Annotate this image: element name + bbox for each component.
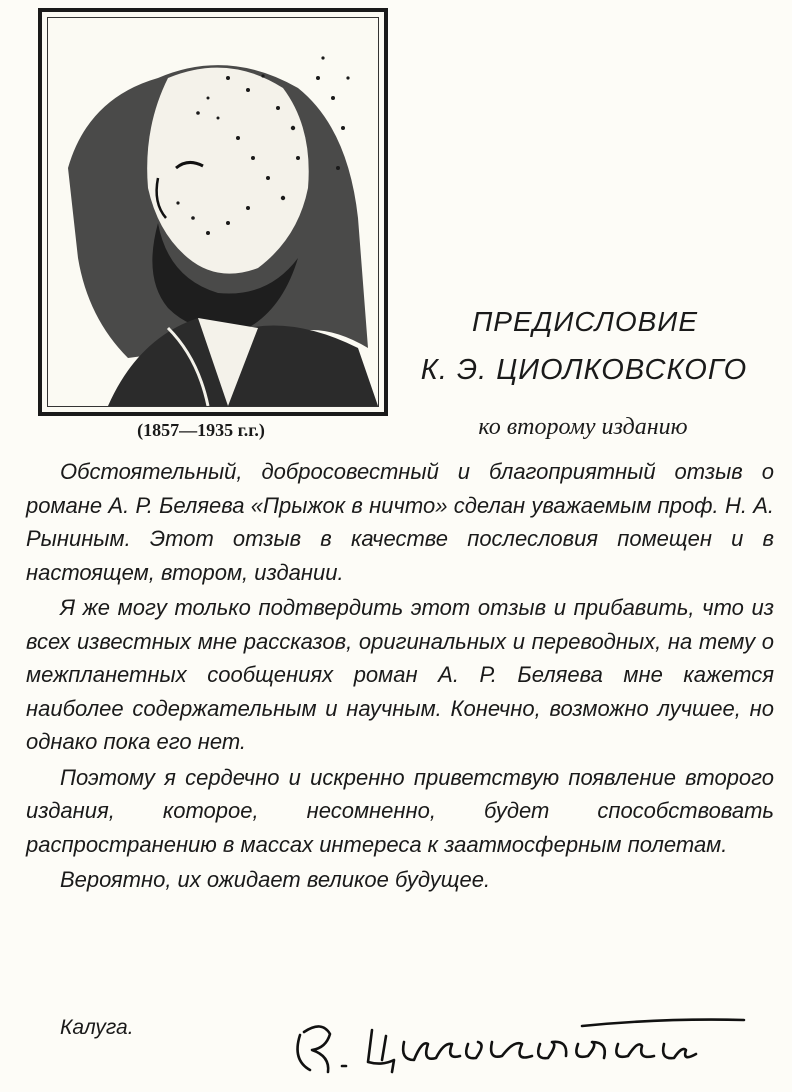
edition-subtitle: ко второму изданию xyxy=(478,414,688,440)
signature xyxy=(282,1000,752,1080)
portrait-caption: (1857—1935 г.г.) xyxy=(137,420,265,440)
author-name: К. Э. ЦИОЛКОВСКОГО xyxy=(420,354,748,386)
portrait-illustration xyxy=(48,18,378,406)
place-name: Калуга. xyxy=(60,1016,134,1039)
portrait-frame xyxy=(38,8,388,416)
paragraph: Я же могу только подтвердить этот отзыв и прибавить, что из всех известных мне рассказов, оригинальных и переводных, на тему о межпланетных сообщениях роман А. Р. Беляева мне кажется наиболее содержательным и научным. Конечно, возможно лучшее, но однако пока его нет. xyxy=(26,595,774,754)
preface-title: ПРЕДИСЛОВИЕ xyxy=(471,306,699,337)
preface-body xyxy=(26,455,774,899)
paragraph: Обстоятельный, добросовестный и благоприятный отзыв о романе А. Р. Беляева «Прыжок в ничто» сделан уважаемым проф. Н. А. Рыниным. Этот отзыв в качестве послесловия помещен и в настоящем, втором, издании. xyxy=(26,459,774,585)
paragraph: Вероятно, их ожидает великое будущее. xyxy=(60,867,491,892)
paragraph: Поэтому я сердечно и искренно приветствую появление второго издания, которое, несомненно, будет способствовать распространению в массах интереса к заатмосферным полетам. xyxy=(26,764,774,857)
